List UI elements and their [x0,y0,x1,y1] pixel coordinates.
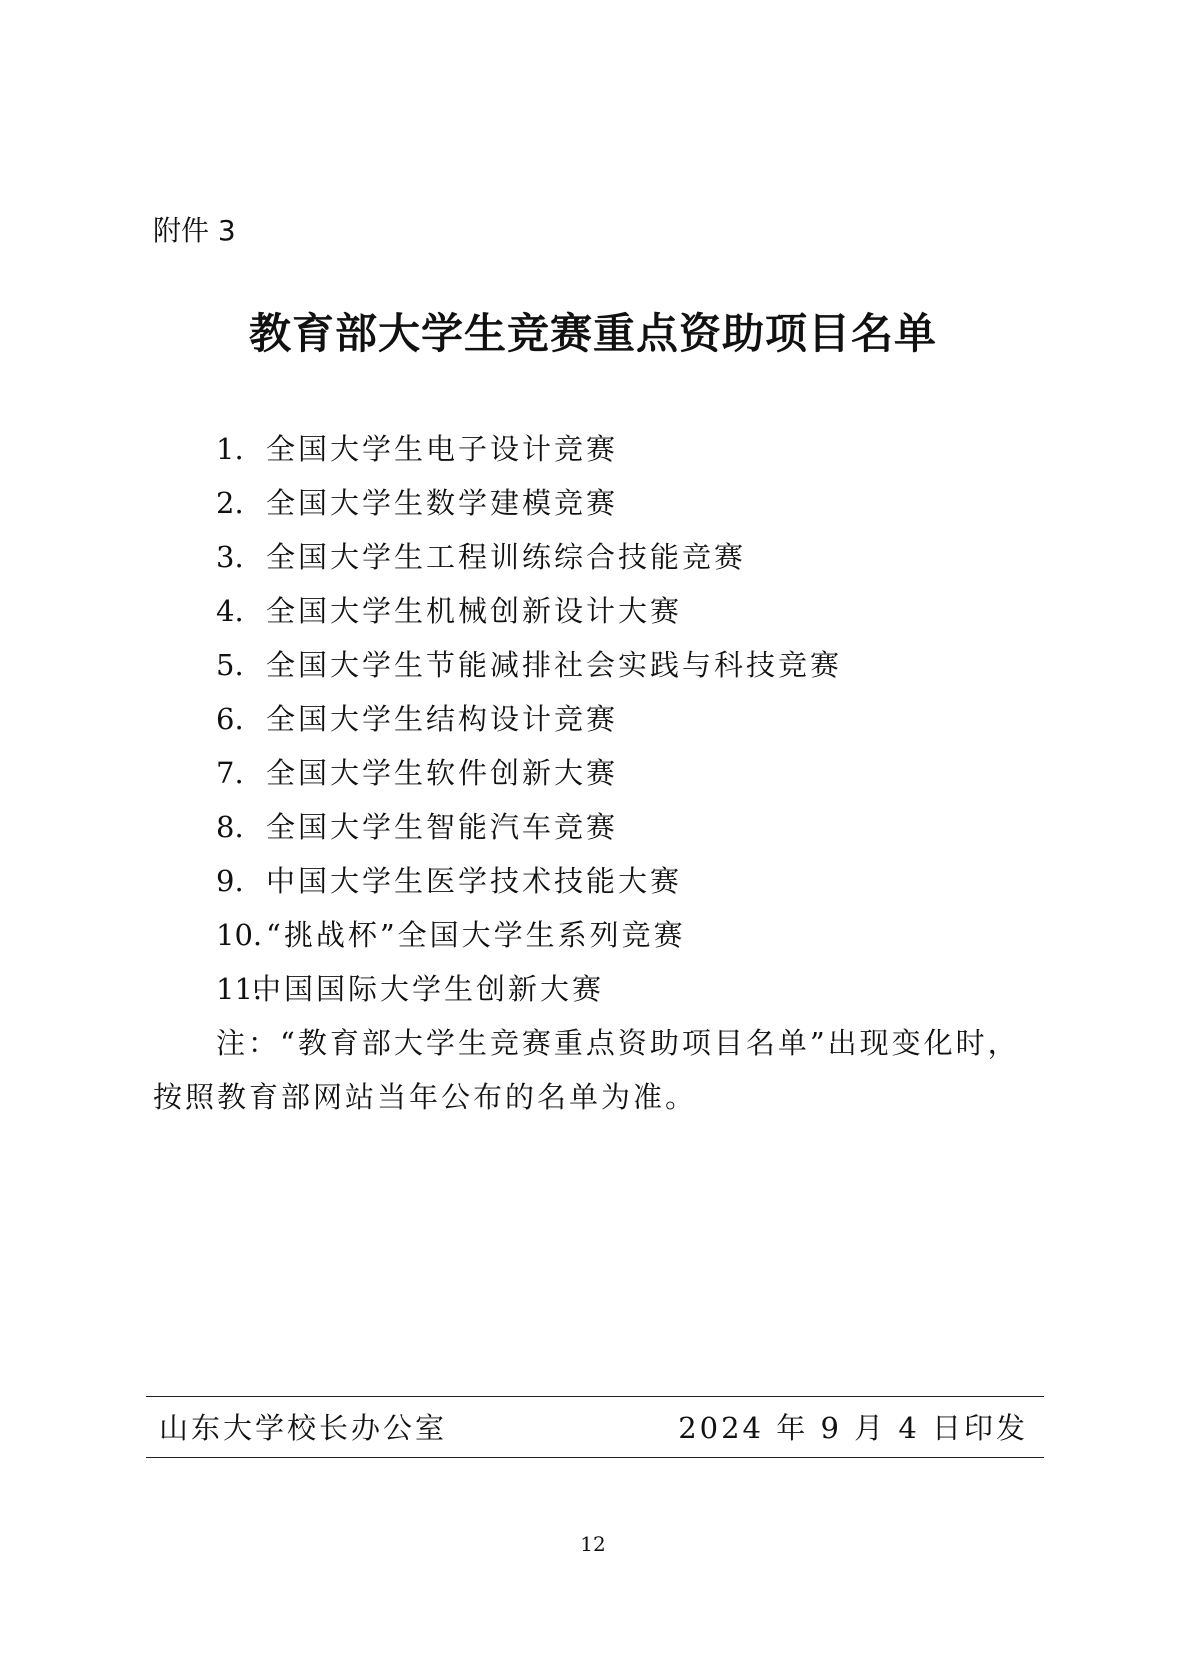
list-item [216,584,842,638]
competition-list [216,422,842,1016]
item-name: 全国大学生节能减排社会实践与科技竞赛 [266,648,843,682]
item-number: 5. [216,648,244,682]
item-name: 全国大学生机械创新设计大赛 [266,594,683,628]
list-item [216,908,842,962]
issue-date: 2024 年 9 月 4 日印发 [678,1411,1028,1445]
note-paragraph [153,1016,1033,1124]
list-item [216,476,842,530]
item-name: 中国大学生医学技术技能大赛 [266,864,683,898]
item-name: 全国大学生工程训练综合技能竞赛 [266,540,747,574]
item-number: 8. [216,810,244,844]
item-number: 11. [216,972,263,1006]
item-number: 3. [216,540,244,574]
note-line-2: 按照教育部网站当年公布的名单为准。 [153,1080,698,1114]
attachment-label: 附件 3 [153,214,236,247]
footer-bottom-divider [146,1457,1044,1458]
list-item [216,746,842,800]
item-number: 6. [216,702,244,736]
page-number: 12 [580,1532,606,1556]
list-item [216,692,842,746]
item-name: 全国大学生智能汽车竞赛 [266,810,619,844]
item-name: 中国国际大学生创新大赛 [252,972,605,1006]
item-number: 7. [216,756,244,790]
item-number: 1. [216,432,244,466]
list-item [216,854,842,908]
issuer: 山东大学校长办公室 [159,1411,448,1445]
item-name: 全国大学生结构设计竞赛 [266,702,619,736]
list-item [216,638,842,692]
list-item [216,530,842,584]
item-name: 全国大学生软件创新大赛 [266,756,619,790]
footer-top-divider [146,1396,1044,1397]
item-name: “挑战杯”全国大学生系列竞赛 [266,918,686,952]
item-number: 9. [216,864,244,898]
list-item [216,800,842,854]
item-name: 全国大学生电子设计竞赛 [266,432,619,466]
item-name: 全国大学生数学建模竞赛 [266,486,619,520]
item-number: 2. [216,486,244,520]
item-number: 10. [216,918,263,952]
document-title: 教育部大学生竞赛重点资助项目名单 [248,309,937,358]
list-item [216,962,842,1016]
list-item [216,422,842,476]
note-line-1: 注：“教育部大学生竞赛重点资助项目名单”出现变化时， [216,1026,1020,1060]
item-number: 4. [216,594,244,628]
